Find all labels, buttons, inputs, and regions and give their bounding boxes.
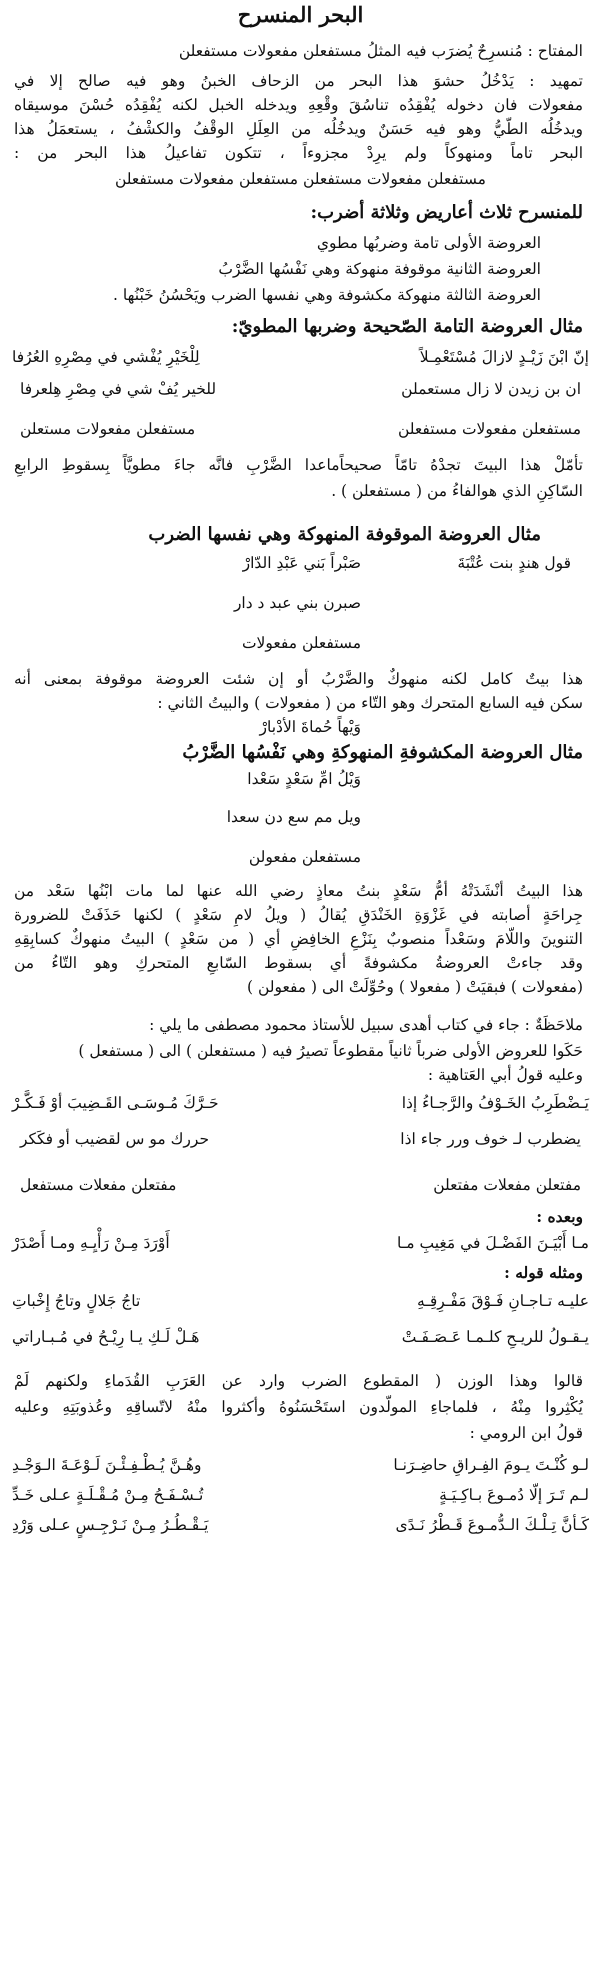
verse9-ajz: تُـسْـفَـحُ مِـنْ مُـقْـلَـةٍ عـلى خَـدِّ	[12, 1486, 204, 1504]
verse5-ajz: أَوْرَدَ مِـنْ رَأْيِـهِ ومـا أَصْدَرْ	[12, 1234, 170, 1252]
verse2-intro: قول هندٍ بنت عُتْبَةَ	[457, 554, 571, 572]
remark-line-2: حَكَوا للعروض الأولى ضرباً ثانياً مقطوعاً تصيرُ فيه ( مستفعلن ) الى ( مستفعل )	[78, 1042, 583, 1060]
verse4-ajz: حَـرَّكَ مُـوسَـى القَـضِيبَ أوْ فَـكَّـرْ	[12, 1094, 219, 1112]
verse1-ajz-scan: للخير يُفْ شي في مِصْرِ هِلعرفا	[20, 380, 217, 398]
section3-note-2: سكن فيه السابع المتحرك وهو التّاء من ( مفعولات ) والبيتُ الثاني :	[157, 694, 583, 712]
verse1-ajz: لِلْخَيْرِ يُفْشي في مِصْرِهِ العُرُفا	[12, 348, 200, 366]
section1-item-2: العروضة الثانية موقوفة منهوكة وهي نَفْسُها الضَّرْبُ	[218, 260, 541, 278]
remark-line-1: ملاحَظَةٌ : جاء في كتاب أهدى سبيل للأستاذ محمود مصطفى ما يلي :	[149, 1016, 583, 1034]
said-note-2: يُكْثِروا مِنْهُ ، فلماجاءِ المولّدون استَحْسَنُوهُ وأكثروا منْهُ لاتّساقِهِ وعُذوبَتِهِ وعليه	[14, 1398, 583, 1416]
verse1-sadr-scan: ان بن زيدن لا زال مستعملن	[401, 380, 581, 398]
verse2-feet: مستفعلن مفعولات	[241, 634, 361, 652]
verse2-scan: صبرن بني عبد د دار	[233, 594, 361, 612]
verse3-scan: ويل مم سع دن سعدا	[226, 808, 361, 826]
verse4-sadr: يَـضْطَرِبُ الخَـوْفُ والرَّجـاءُ إذا	[401, 1094, 589, 1112]
intro-line-4: البحر تاماً ومنهوكاً ولم يرِدْ مجزوءاً ، تتكون تفاعيلُ هذا البحر من :	[14, 144, 583, 162]
intro-line-1: تمهيد : يَدْخُلُ حشوَ هذا البحر من الزحاف الخبنُ وهو فيه صالح إلا في	[14, 72, 583, 90]
remark-line-3: وعليه قولُ أبي العَتاهية :	[427, 1066, 583, 1084]
verse1-sadr: إنّ ابْنَ زَيْـدٍ لازالَ مُسْتَعْمِـلاً	[419, 348, 589, 366]
verse3-text: وَيْلُ امِّ سَعْدٍ سَعْدا	[247, 770, 361, 788]
section4-note-4: وقد جاءتْ العروضةُ مكشوفةً أي بسقوط السّابعِ المتحركِ وهو التّاءُ من	[14, 954, 583, 972]
intro-line-2: مفعولات فان دخوله يُفْقِدُه تناسُقَ وقْعِهِ ويدخله الخبل لكنه يُفْقِدُه حُسْنَ موسيقاه	[14, 96, 583, 114]
section2-note-2: السّاكِنِ الذي هوالفاءُ من ( مستفعلن ) .	[331, 482, 583, 500]
section3-heading: مثال العروضة الموقوفة المنهوكة وهي نفسها الضرب	[148, 524, 541, 545]
intro-feet-line: مستفعلن مفعولات مستفعلن مستفعلن مفعولات مستفعلن	[115, 170, 486, 188]
section4-note-2: جِراحَةٍ أصابته في غَزْوَةِ الخَنْدَقِ يُقالُ ( ويلُ لامِ سَعْدٍ ) لكنها حَذَفَتْ للضرورة	[14, 906, 583, 924]
verse4-ajz-scan: حررك مو س لقضيب أو فكَكر	[20, 1130, 210, 1148]
verse8-ajz: وهُـنَّ يُـطْـفِـئْـنَ لَـوْعَـةَ الـوَجْـدِ	[12, 1456, 202, 1474]
verse4-sadr-scan: يضطرب لـ خوف ورر جاء اذا	[400, 1130, 581, 1148]
section4-note-1: هذا البيتُ أنْشَدَتْهُ أمُّ سَعْدٍ بنتُ معاذٍ رضي الله عنها لما مات ابْنُها سَعْد من	[14, 882, 583, 900]
verse7-ajz: هَـلْ لَـكِ يـا رِيْـحُ في مُـبـاراتي	[12, 1328, 200, 1346]
verse2-text: صَبْراً بَني عَبْدِ الدّارْ	[242, 554, 361, 572]
section1-item-3: العروضة الثالثة منهوكة مكشوفة وهي نفسها الضرب ويَحْسُنُ خَبْنُها .	[113, 286, 541, 304]
verse7-sadr: يـقـولُ للريـحِ كلـمـا عَـصَـفَـتْ	[401, 1328, 589, 1346]
verse1-sadr-feet: مستفعلن مفعولات مستفعلن	[397, 420, 581, 438]
section3-note-3: وَيْهاً حُماةَ الأدْبارْ	[259, 718, 361, 736]
verse4-sadr-feet: مفتعلن مفعلات مفتعلن	[433, 1176, 581, 1194]
verse4-ajz-feet: مفتعلن مفعلات مستفعل	[20, 1176, 177, 1194]
verse1-ajz-feet: مستفعلن مفعولات مستعلن	[20, 420, 196, 438]
verse10-ajz: يَـقْـطُـرُ مِـنْ نَـرْجِـسٍ عـلى وَرْدِ	[12, 1516, 209, 1534]
section4-heading: مثال العروضة المكشوفةِ المنهوكةِ وهي نَفْسُها الضَّرْبُ	[182, 742, 583, 763]
verse9-sadr: لـم تَـرَ إلّا دُمـوعَ بـاكِـيَـةٍ	[439, 1486, 589, 1504]
section2-note-1: تأمّلْ هذا البيتَ تجدْهُ تامّاً صحيحاًماعدا الضَّرْبِ فانَّه جاءَ مطويَّاً بِسقوطِ الرابعِ	[14, 456, 583, 474]
section1-heading: للمنسرح ثلاث أعاريض وثلاثة أضرب:	[310, 202, 583, 223]
page-title: البحر المنسرح	[237, 2, 364, 27]
intro-line-3: ويدخُلُه الطّيُّ وهو فيه حَسَنٌ ويدخُلُه من العِلَلِ الوقْفُ والكشْفُ ، يستعمَلُ هذا	[14, 120, 583, 138]
section1-item-1: العروضة الأولى تامة وضربُها مطوي	[316, 234, 541, 252]
section2-heading: مثال العروضة التامة الصّحيحة وضربها المطويّ:	[231, 316, 583, 337]
said-note-1: قالوا وهذا الوزن ( المقطوع الضرب وارد عن العَرَبِ القُدَماءِ ولكنهم لَمْ	[14, 1372, 583, 1390]
key-line: المفتاح : مُنسرِحٌ يُضرَب فيه المثلُ مستفعلن مفعولات مستفعلن	[178, 42, 583, 60]
section4-note-3: التنوينَ واللّامَ وسَعْداً منصوبٌ بِنَزْعِ الخافِضِ أي ( من سَعْدٍ ) البيتُ منهوكٌ كسابِقِهِ	[14, 930, 583, 948]
verse6-sadr: عليـه تـاجـانِ فَـوْقَ مَفْـرِقِـهِ	[417, 1292, 589, 1310]
verse8-sadr: لـو كُنْـتَ يـومَ الفِـراقِ حاضِـرَنـا	[393, 1456, 589, 1474]
verse3-feet: مستفعلن مفعولن	[248, 848, 361, 866]
section4-note-5: (مفعولات ) فبقيَتْ ( مفعولا ) وحُوِّلَتْ الى ( مفعولن )	[246, 978, 583, 996]
verse5-sadr: مـا أَبْيَـنَ الفَضْـلَ في مَغِيبِ مـا	[396, 1234, 589, 1252]
like-label: ومثله قوله :	[504, 1263, 583, 1282]
verse10-sadr: كَـأنَّ تِـلْـكَ الـدُّمـوعَ قَـطْرُ نَـدًى	[395, 1516, 589, 1534]
said-note-3: قولُ ابن الرومي :	[469, 1424, 583, 1442]
after-label: وبعده :	[536, 1207, 583, 1226]
section3-note-1: هذا بيتٌ كامل لكنه منهوكٌ والضَّرْبُ أو إن شئت العروضة موقوفة بمعنى أنه	[14, 670, 583, 688]
verse6-ajz: تاجُ جَلالٍ وتاجُ إِخْباتِ	[12, 1292, 141, 1310]
